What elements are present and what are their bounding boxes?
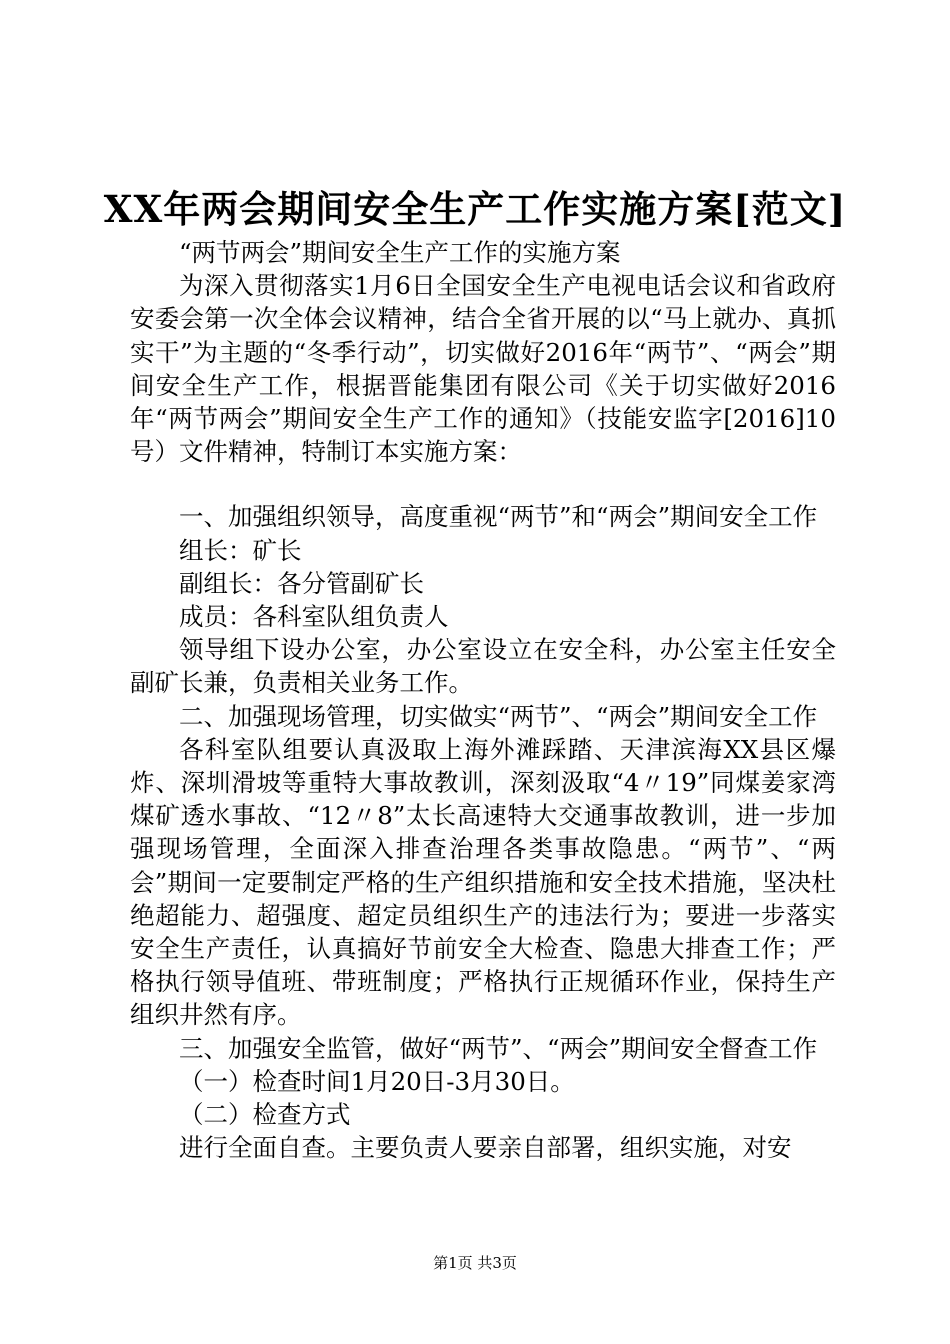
office-paragraph: 领导组下设办公室，办公室设立在安全科，办公室主任安全副矿长兼，负责相关业务工作。	[130, 635, 836, 698]
section-heading-2: 二、加强现场管理，切实做实“两节”、“两会”期间安全工作	[179, 701, 818, 731]
document-title: XX年两会期间安全生产工作实施方案[范文]	[103, 187, 847, 231]
page-number-footer: 第1页 共3页	[433, 1254, 517, 1272]
site-management-paragraph: 各科室队组要认真汲取上海外滩踩踏、天津滨海XX县区爆炸、深圳滑坡等重特大事故教训，深刻汲取“4〃19”同煤姜家湾煤矿透水事故、“12〃8”太长高速特大交通事故教训，进一步加强现场管理，全面深入排查治理各类事故隐患。“两节”、“两会”期间一定要制定严格的生产组织措施和安全技术措施，坚决杜绝超能力、超强度、超定员组织生产的违法行为；要进一步落实安全生产责任，认真搞好节前安全大检查、隐患大排查工作；严格执行领导值班、带班制度；严格执行正规循环作业，保持生产组织井然有序。	[130, 734, 836, 1030]
inspection-method-line: （二）检查方式	[179, 1100, 351, 1130]
subtitle-paragraph: “两节两会”期间安全生产工作的实施方案	[179, 238, 621, 267]
deputy-leader-line: 副组长：各分管副矿长	[179, 568, 424, 598]
members-line: 成员：各科室队组负责人	[179, 602, 449, 632]
inspection-time-line: （一）检查时间1月20日-3月30日。	[179, 1066, 575, 1096]
document-body	[130, 236, 836, 1164]
section-heading-1: 一、加强组织领导，高度重视“两节”和“两会”期间安全工作	[179, 502, 818, 532]
self-inspection-paragraph: 进行全面自查。主要负责人要亲自部署，组织实施，对安	[179, 1133, 792, 1163]
section-heading-3: 三、加强安全监管，做好“两节”、“两会”期间安全督查工作	[179, 1033, 818, 1063]
leader-line: 组长：矿长	[179, 535, 302, 565]
intro-paragraph: 为深入贯彻落实1月6日全国安全生产电视电话会议和省政府安委会第一次全体会议精神，结合全省开展的以“马上就办、真抓实干”为主题的“冬季行动”，切实做好2016年“两节”、“两会”期间安全生产工作，根据晋能集团有限公司《关于切实做好2016年“两节两会”期间安全生产工作的通知》（技能安监字[2016]10号）文件精神，特制订本实施方案：	[130, 271, 836, 467]
